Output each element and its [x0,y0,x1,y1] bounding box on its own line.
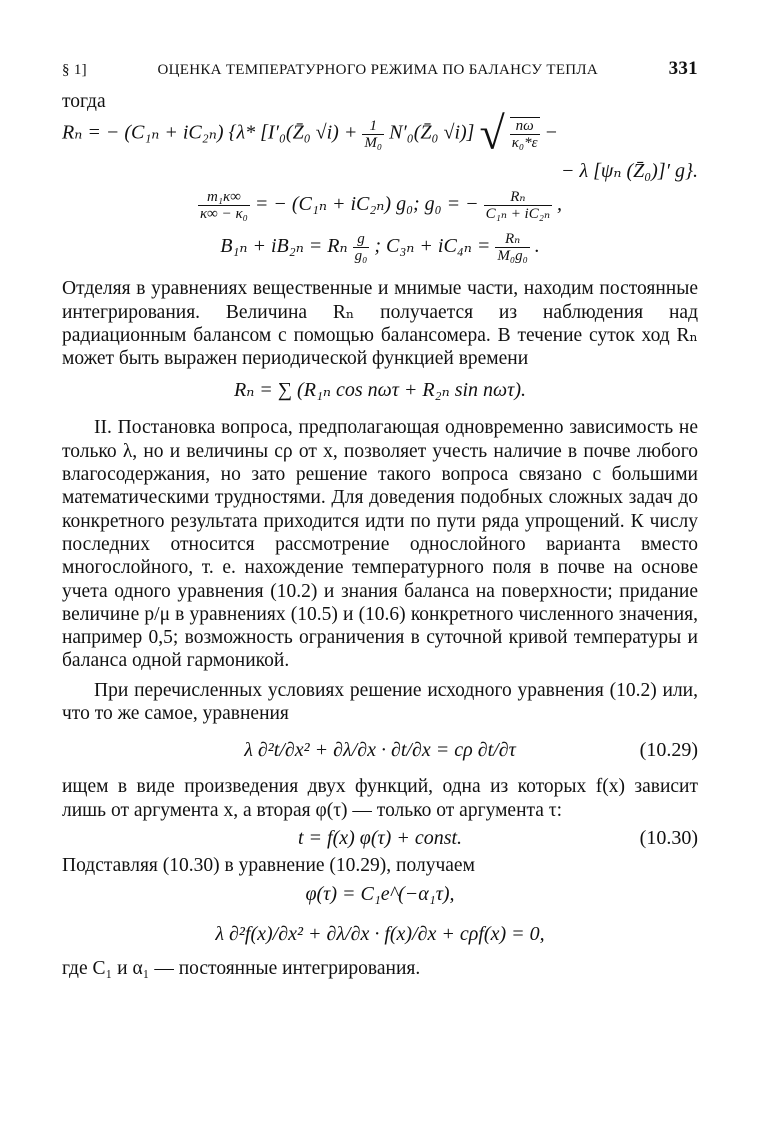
equation-3: B₁ₙ + iB₂ₙ = Rₙ $\frac{g}{\text{g₀}}$ ; C₃ₙ + iC₄ₙ = $\frac{\text{Rₙ}}{\text{M₀g₀}}$ . [220,231,540,265]
page [62,58,698,981]
page-number: 331 [668,58,698,79]
sqrt-sign: √ [479,107,505,159]
equation-8: λ ∂²f(x)/∂x² + ∂λ/∂x · f(x)/∂x + cρf(x) = 0, [215,923,545,946]
running-header [62,58,698,90]
equation-5: λ ∂²t/∂x² + ∂λ/∂x · ∂t/∂x = cρ ∂t/∂τ (10.29) [62,725,698,775]
paragraph-5: Подставляя (10.30) в уравнение (10.29), получаем [62,854,475,876]
paragraph-3: При перечисленных условиях решение исходного уравнения (10.2) или, что то же самое, уравнения [62,679,698,725]
equation-2: $\frac{\text{m₁κ∞}}{\text{κ∞ − κ₀}}$ = − (C₁ₙ + iC₂ₙ) g₀; g₀ = − $\frac{\text{Rₙ}}{\text{C₁ₙ + iC₂ₙ}}$ , [199,189,563,223]
equation-1-line-2: − λ [ψₙ (Z̄₀)]′ g}. [560,160,698,183]
sqrt-fraction: $\frac{n\omega}{\text{κ₀*ε}}$ [511,118,538,152]
equation-7: φ(τ) = C₁e^(−α₁τ), [305,883,455,906]
paragraph-2: II. Постановка вопроса, предполагающая одновременно зависимость не только λ, но и величины cρ от x, позволяет учесть наличие в почве любого влагосодержания, но зато решение такого вопроса связано с большими математическими трудностями. Для доведения подобных сложных задач до конкретного результата приходится идти по пути ряда упрощений. К числу последних относится рассмотрение однослойного варианта вместо многослойного, т. е. нахождение температурного поля в почве на основе учета одного уравнения (10.2) и знания баланса на поверхности; придание величине p/μ в уравнениях (10.5) и (10.6) конкретного численного значения, например 0,5; возможность ограничения в суточной кривой температуры и баланса одной гармоникой. [62,417,698,672]
section-mark: § 1] [62,62,87,78]
word-togda: тогда [62,91,106,112]
equation-6: t = f(x) φ(τ) + const. (10.30) [62,822,698,854]
header-title: ОЦЕНКА ТЕМПЕРАТУРНОГО РЕЖИМА ПО БАЛАНСУ ТЕПЛА [157,62,599,78]
equation-4: Rₙ = ∑ (R₁ₙ cos nωτ + R₂ₙ sin nωτ). [233,379,526,402]
paragraph-4: ищем в виде произведения двух функций, одна из которых f(x) зависит лишь от аргумента x, а вторая φ(τ) — только от аргумента τ: [62,776,698,821]
equation-number: (10.29) [639,739,698,762]
equation-1-line-1: Rₙ = − (C₁ₙ + iC₂ₙ) {λ* [I′₀(Z̄₀ √i) + $\frac{1}{\text{M₀}}$ N′₀(Z̄₀ √i)] √ $\frac{n\omega}{\text{κ₀*ε}}$ − [62,107,559,159]
paragraph-1: Отделяя в уравнениях вещественные и мнимые части, находим постоянные интегрирования. Величина Rₙ получается из наблюдения над радиационным балансом с помощью балансомера. В течение суток ход Rₙ может быть выражен периодической функцией времени [62,278,698,370]
fraction: $\frac{1}{\text{M₀}}$ [364,117,383,151]
paragraph-6: где C₁ и α₁ — постоянные интегрирования. [62,958,421,980]
equation-number: (10.30) [639,826,698,849]
